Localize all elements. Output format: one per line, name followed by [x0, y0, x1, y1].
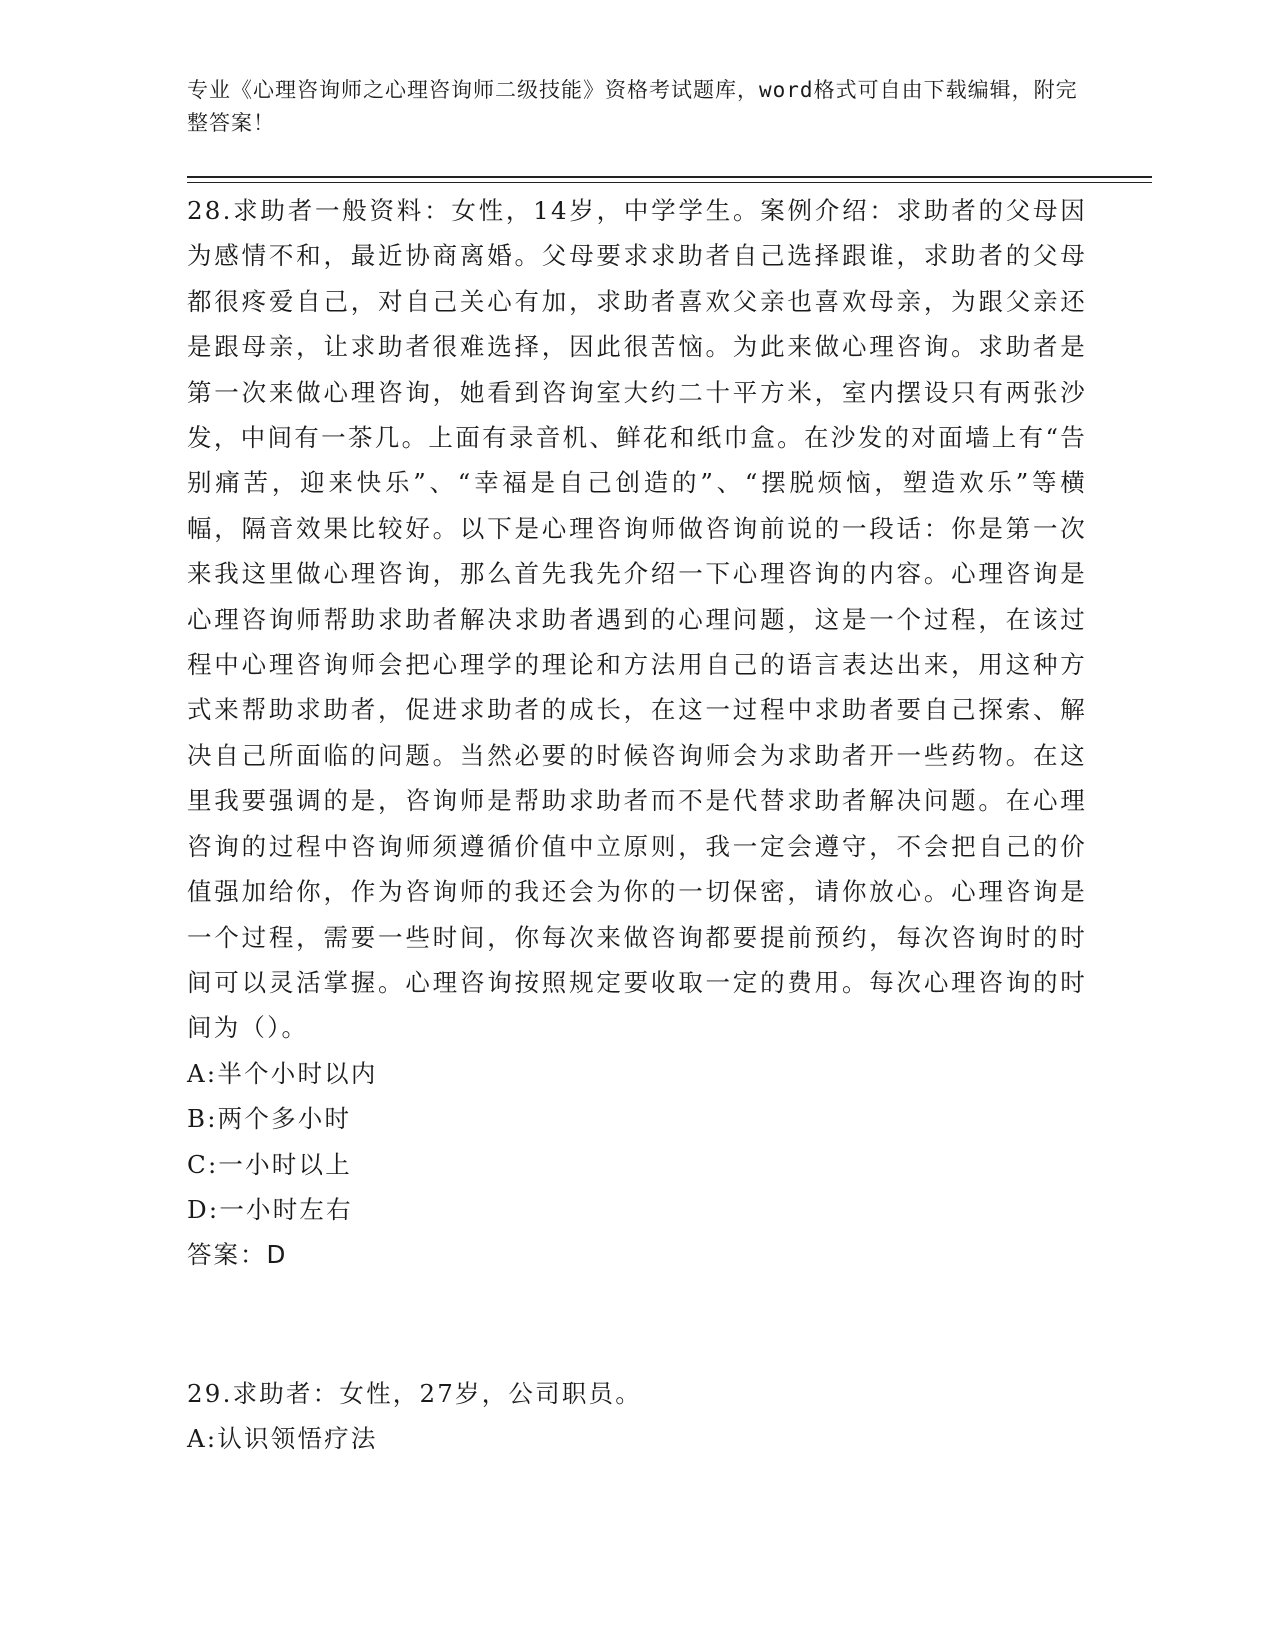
option-text: 认识领悟疗法 — [217, 1424, 378, 1454]
answer-line: 答案：D — [187, 1240, 288, 1270]
header-divider-thick — [187, 176, 1152, 178]
option-text: 一小时左右 — [219, 1194, 353, 1224]
question-28 — [187, 188, 1087, 1278]
option-letter: A: — [187, 1058, 218, 1088]
option-a — [187, 1051, 1087, 1096]
header-divider-thin — [187, 182, 1152, 183]
option-text: 半个小时以内 — [217, 1058, 378, 1088]
question-stem: 29.求助者：女性，27岁，公司职员。 — [187, 1379, 642, 1408]
option-text: 两个多小时 — [217, 1104, 352, 1134]
option-c — [187, 1142, 1087, 1187]
option-b — [187, 1096, 1087, 1141]
header-text: 专业《心理咨询师之心理咨询师二级技能》资格考试题库，word格式可自由下载编辑，附完整答案！ — [187, 78, 1078, 135]
option-letter: B: — [187, 1104, 218, 1134]
option-letter: C: — [187, 1149, 219, 1179]
option-d — [187, 1187, 1087, 1232]
document-header — [187, 74, 1087, 140]
option-a — [187, 1416, 1087, 1461]
option-letter: D: — [187, 1194, 220, 1224]
question-29 — [187, 1371, 1087, 1462]
option-text: 一小时以上 — [218, 1149, 352, 1179]
option-letter: A: — [187, 1424, 218, 1454]
question-stem: 28.求助者一般资料：女性，14岁，中学学生。案例介绍：求助者的父母因为感情不和，最近协商离婚。父母要求求助者自己选择跟谁，求助者的父母都很疼爱自己，对自己关心有加，求助者喜欢父亲也喜欢母亲，为跟父亲还是跟母亲，让求助者很难选择，因此很苦恼。为此来做心理咨询。求助者是第一次来做心理咨询，她看到咨询室大约二十平方米，室内摆设只有两张沙发，中间有一茶几。上面有录音机、鲜花和纸巾盒。在沙发的对面墙上有“告别痛苦，迎来快乐”、“幸福是自己创造的”、“摆脱烦恼，塑造欢乐”等横幅，隔音效果比较好。以下是心理咨询师做咨询前说的一段话：你是第一次来我这里做心理咨询，那么首先我先介绍一下心理咨询的内容。心理咨询是心理咨询师帮助求助者解决求助者遇到的心理问题，这是一个过程，在该过程中心理咨询师会把心理学的理论和方法用自己的语言表达出来，用这种方式来帮助求助者，促进求助者的成长，在这一过程中求助者要自己探索、解决自己所面临的问题。当然必要的时候咨询师会为求助者开一些药物。在这里我要强调的是，咨询师是帮助求助者而不是代替求助者解决问题。在心理咨询的过程中咨询师须遵循价值中立原则，我一定会遵守，不会把自己的价值强加给你，作为咨询师的我还会为你的一切保密，请你放心。心理咨询是一个过程，需要一些时间，你每次来做咨询都要提前预约，每次咨询时的时间可以灵活掌握。心理咨询按照规定要收取一定的费用。每次心理咨询的时间为（）。 — [187, 196, 1087, 1043]
